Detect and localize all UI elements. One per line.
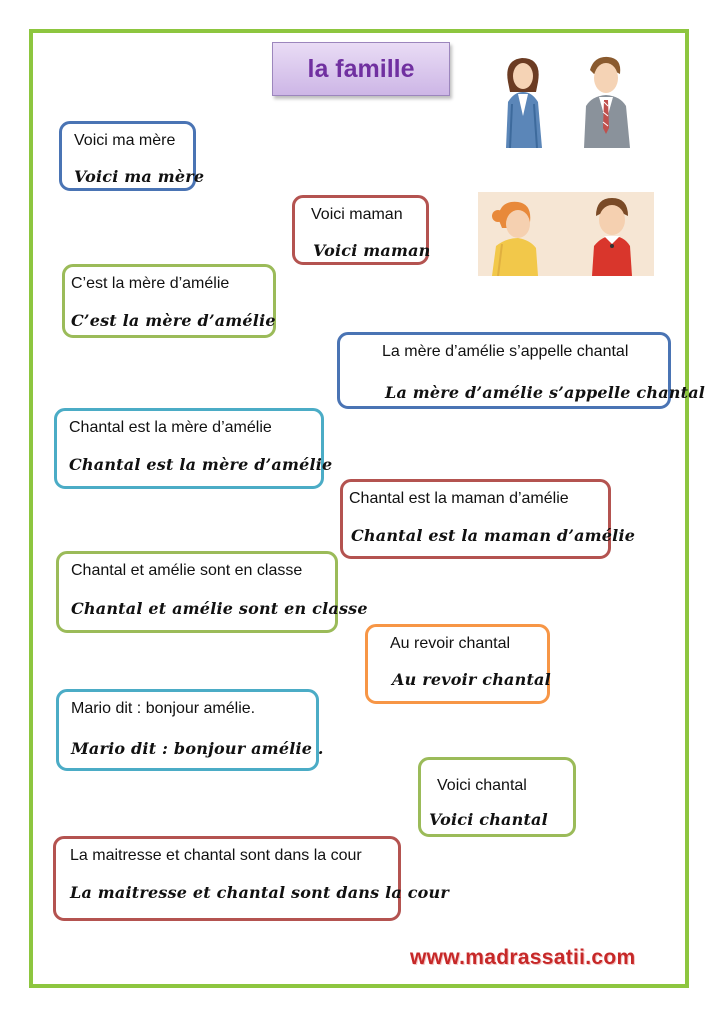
card-print-text: La mère d’amélie s’appelle chantal <box>382 343 629 360</box>
card-la-mere-sappelle <box>337 332 706 409</box>
card-chantal-est-la-maman <box>340 479 636 559</box>
card-cursive-text: La maitresse et chantal sont dans la cour <box>70 883 449 902</box>
card-au-revoir <box>365 624 550 704</box>
card-print-text: Chantal est la mère d’amélie <box>69 419 272 436</box>
card-cursive-text: La mère d’amélie s’appelle chantal <box>385 383 706 402</box>
card-print-text: Mario dit : bonjour amélie. <box>71 700 256 717</box>
title-banner <box>272 42 450 96</box>
card-print-text: Chantal et amélie sont en classe <box>71 562 303 579</box>
card-voici-ma-mere <box>59 121 205 191</box>
card-cursive-text: Voici chantal <box>429 810 548 829</box>
card-cursive-text: C’est la mère d’amélie <box>71 311 276 330</box>
card-voici-maman <box>292 195 429 265</box>
card-print-text: Voici maman <box>311 206 403 223</box>
card-cursive-text: Au revoir chantal <box>392 670 551 689</box>
card-cursive-text: Voici maman <box>313 241 431 260</box>
card-cest-la-mere <box>62 264 276 338</box>
children-illustration <box>478 192 654 276</box>
card-cursive-text: Mario dit : bonjour amélie . <box>71 739 324 758</box>
card-cursive-text: Voici ma mère <box>74 167 205 186</box>
card-mario-dit <box>56 689 324 771</box>
card-la-maitresse <box>53 836 449 921</box>
card-print-text: Voici ma mère <box>74 132 176 149</box>
card-cursive-text: Chantal est la mère d’amélie <box>69 455 333 474</box>
card-print-text: La maitresse et chantal sont dans la cour <box>70 847 362 864</box>
card-en-classe <box>56 551 368 633</box>
website-url[interactable]: www.madrassatii.com <box>410 946 636 969</box>
card-print-text: Au revoir chantal <box>390 635 511 652</box>
card-chantal-est-la-mere <box>54 408 333 489</box>
page-title: la famille <box>307 54 415 83</box>
card-cursive-text: Chantal est la maman d’amélie <box>351 526 636 545</box>
card-print-text: C’est la mère d’amélie <box>71 275 230 292</box>
card-voici-chantal <box>418 757 576 837</box>
card-cursive-text: Chantal et amélie sont en classe <box>71 599 368 618</box>
card-print-text: Chantal est la maman d’amélie <box>349 490 569 507</box>
man-figure <box>584 57 630 148</box>
adults-illustration <box>500 52 650 148</box>
woman-figure <box>506 58 542 148</box>
footer-branding <box>410 946 636 970</box>
card-print-text: Voici chantal <box>437 777 527 794</box>
